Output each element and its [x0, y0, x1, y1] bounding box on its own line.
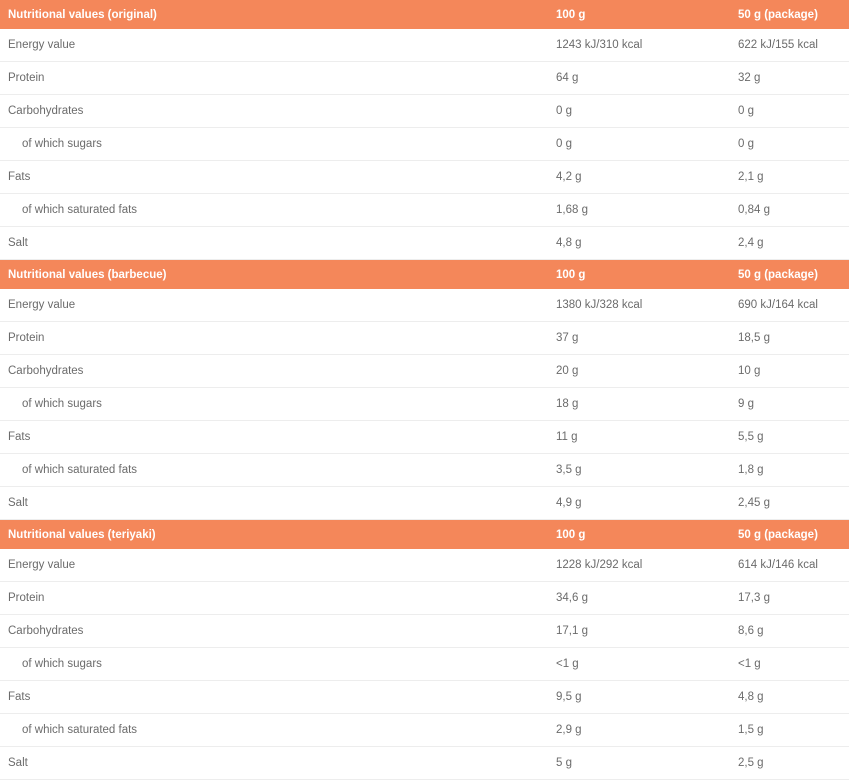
table-row — [0, 289, 849, 322]
value-per-package: 2,4 g — [734, 227, 849, 260]
nutrient-label: Protein — [0, 582, 552, 615]
column-header: 100 g — [552, 520, 734, 549]
value-per-package: 690 kJ/164 kcal — [734, 289, 849, 322]
nutrient-label: Salt — [0, 227, 552, 260]
nutrient-label: of which sugars — [0, 128, 552, 161]
table-title: Nutritional values (barbecue) — [0, 260, 552, 289]
value-per-100g: 2,9 g — [552, 714, 734, 747]
value-per-package: 32 g — [734, 62, 849, 95]
nutrient-label: of which saturated fats — [0, 194, 552, 227]
column-header: 50 g (package) — [734, 0, 849, 29]
table-row — [0, 128, 849, 161]
value-per-100g: 0 g — [552, 128, 734, 161]
table-row — [0, 29, 849, 62]
column-header: 50 g (package) — [734, 260, 849, 289]
table-row — [0, 95, 849, 128]
table-row — [0, 648, 849, 681]
value-per-package: 17,3 g — [734, 582, 849, 615]
table-row — [0, 388, 849, 421]
value-per-100g: <1 g — [552, 648, 734, 681]
table-row — [0, 454, 849, 487]
nutrient-label: Protein — [0, 322, 552, 355]
value-per-100g: 20 g — [552, 355, 734, 388]
value-per-100g: 1228 kJ/292 kcal — [552, 549, 734, 582]
value-per-package: 0,84 g — [734, 194, 849, 227]
nutrition-table — [0, 520, 849, 780]
value-per-100g: 3,5 g — [552, 454, 734, 487]
value-per-package: 10 g — [734, 355, 849, 388]
nutrient-label: Fats — [0, 161, 552, 194]
nutrient-label: Energy value — [0, 29, 552, 62]
value-per-100g: 11 g — [552, 421, 734, 454]
value-per-100g: 34,6 g — [552, 582, 734, 615]
value-per-package: 1,5 g — [734, 714, 849, 747]
value-per-100g: 4,8 g — [552, 227, 734, 260]
value-per-package: 2,45 g — [734, 487, 849, 520]
nutrient-label: of which saturated fats — [0, 454, 552, 487]
nutrient-label: Protein — [0, 62, 552, 95]
table-row — [0, 161, 849, 194]
table-title: Nutritional values (teriyaki) — [0, 520, 552, 549]
table-header-row — [0, 520, 849, 549]
nutrient-label: Carbohydrates — [0, 355, 552, 388]
table-row — [0, 714, 849, 747]
column-header: 100 g — [552, 260, 734, 289]
nutrient-label: of which sugars — [0, 648, 552, 681]
nutrient-label: Fats — [0, 421, 552, 454]
value-per-100g: 18 g — [552, 388, 734, 421]
nutrient-label: Salt — [0, 747, 552, 780]
table-row — [0, 227, 849, 260]
table-row — [0, 355, 849, 388]
table-row — [0, 62, 849, 95]
value-per-100g: 37 g — [552, 322, 734, 355]
value-per-100g: 64 g — [552, 62, 734, 95]
value-per-package: 0 g — [734, 128, 849, 161]
value-per-package: 2,1 g — [734, 161, 849, 194]
nutrient-label: Carbohydrates — [0, 615, 552, 648]
nutrient-label: Carbohydrates — [0, 95, 552, 128]
value-per-100g: 9,5 g — [552, 681, 734, 714]
value-per-package: 9 g — [734, 388, 849, 421]
value-per-package: 0 g — [734, 95, 849, 128]
column-header: 100 g — [552, 0, 734, 29]
value-per-100g: 17,1 g — [552, 615, 734, 648]
value-per-100g: 1,68 g — [552, 194, 734, 227]
column-header: 50 g (package) — [734, 520, 849, 549]
nutrition-table — [0, 260, 849, 520]
value-per-100g: 1243 kJ/310 kcal — [552, 29, 734, 62]
table-row — [0, 421, 849, 454]
value-per-package: <1 g — [734, 648, 849, 681]
value-per-package: 1,8 g — [734, 454, 849, 487]
value-per-100g: 4,9 g — [552, 487, 734, 520]
value-per-100g: 4,2 g — [552, 161, 734, 194]
value-per-package: 5,5 g — [734, 421, 849, 454]
value-per-100g: 5 g — [552, 747, 734, 780]
value-per-100g: 0 g — [552, 95, 734, 128]
table-header-row — [0, 0, 849, 29]
table-row — [0, 194, 849, 227]
value-per-package: 622 kJ/155 kcal — [734, 29, 849, 62]
table-row — [0, 615, 849, 648]
nutrient-label: Fats — [0, 681, 552, 714]
table-row — [0, 582, 849, 615]
table-title: Nutritional values (original) — [0, 0, 552, 29]
value-per-100g: 1380 kJ/328 kcal — [552, 289, 734, 322]
nutrient-label: Energy value — [0, 549, 552, 582]
value-per-package: 614 kJ/146 kcal — [734, 549, 849, 582]
nutrient-label: Energy value — [0, 289, 552, 322]
table-row — [0, 681, 849, 714]
nutrition-table — [0, 0, 849, 260]
table-header-row — [0, 260, 849, 289]
nutrient-label: Salt — [0, 487, 552, 520]
nutrient-label: of which sugars — [0, 388, 552, 421]
value-per-package: 8,6 g — [734, 615, 849, 648]
table-row — [0, 747, 849, 780]
table-row — [0, 322, 849, 355]
value-per-package: 2,5 g — [734, 747, 849, 780]
value-per-package: 4,8 g — [734, 681, 849, 714]
value-per-package: 18,5 g — [734, 322, 849, 355]
table-row — [0, 487, 849, 520]
table-row — [0, 549, 849, 582]
nutrient-label: of which saturated fats — [0, 714, 552, 747]
